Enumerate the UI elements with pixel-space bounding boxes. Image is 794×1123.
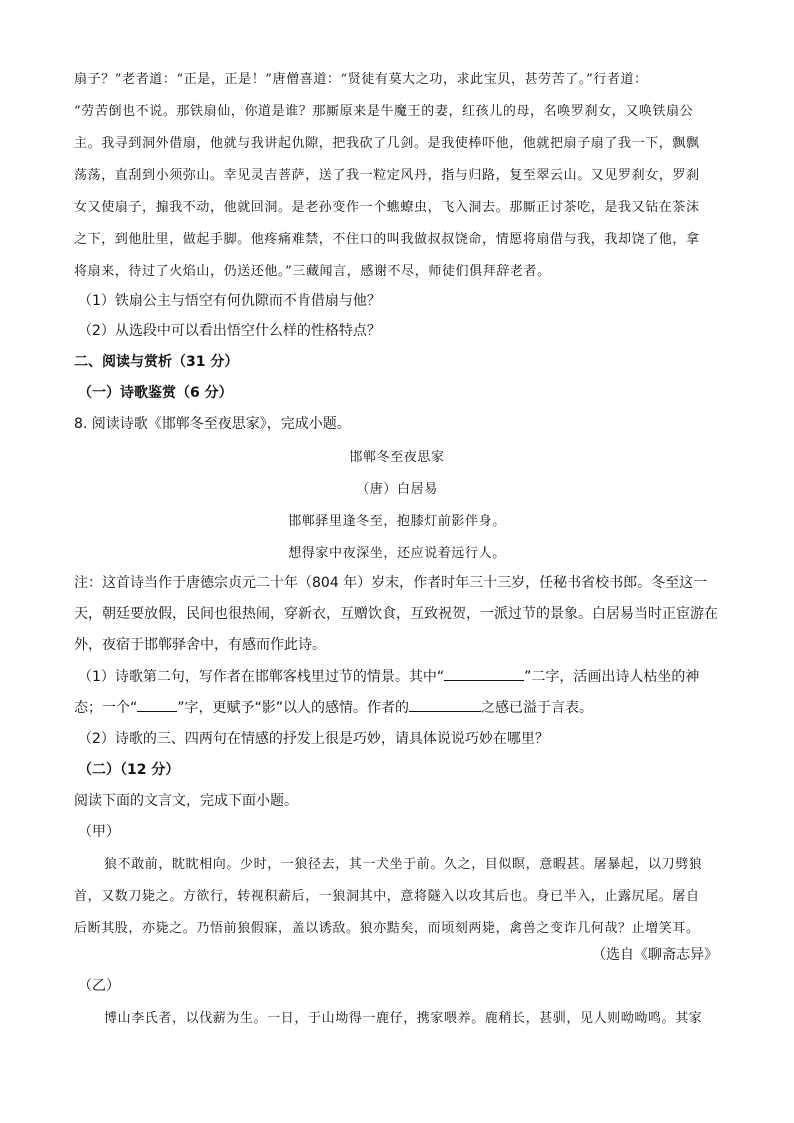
passage-line: 荡荡，直刮到小须弥山。幸见灵吉菩萨，送了我一粒定风丹，指与归路，复至翠云山。又见罗刹女，罗刹 xyxy=(74,168,700,183)
passage-line: 扇子？”老者道：“正是，正是！”唐僧喜道：“贤徒有莫大之功，求此宝贝，甚劳苦了。”行者道： xyxy=(74,72,648,87)
part2-intro: 阅读下面的文言文，完成下面小题。 xyxy=(74,793,298,809)
question-text: （1）诗歌第二句，写作者在邯郸客栈里过节的情景。其中“ xyxy=(78,669,445,685)
question-text: 之感已溢于言表。 xyxy=(481,700,594,716)
passage-line: 将扇来，待过了火焰山，仍送还他。”三藏闻言，感谢不尽，师徒们俱拜辞老者。 xyxy=(74,264,551,279)
passage-label-jia: （甲） xyxy=(78,824,120,840)
question-7-2: （2）从选段中可以看出悟空什么样的性格特点？ xyxy=(78,323,381,339)
note-line: 天，朝廷要放假，民间也很热闹，穿新衣，互赠饮食，互致祝贺，一派过节的景象。白居易当时正宦游在 xyxy=(74,606,718,622)
passage-line: “劳苦倒也不说。那铁扇仙，你道是谁？那厮原来是牛魔王的妻，红孩儿的母，名唤罗刹女，又唤铁扇公 xyxy=(74,104,694,119)
classical-line: 后断其股，亦毙之。乃悟前狼假寐，盖以诱敌。狼亦黠矣，而顷刻两毙，禽兽之变诈几何哉？止增笑耳。 xyxy=(74,921,700,936)
classical-line: 首，又数刀毙之。方欲行，转视积薪后，一狼洞其中，意将隧入以攻其后也。身已半入，止露尻尾。屠自 xyxy=(74,889,700,904)
question-8-1 xyxy=(78,666,699,686)
question-8-2: （2）诗歌的三、四两句在情感的抒发上很是巧妙，请具体说说巧妙在哪里？ xyxy=(78,731,549,747)
answer-blank[interactable] xyxy=(409,698,481,712)
poem-author: （唐）白居易 xyxy=(356,482,438,497)
answer-blank[interactable] xyxy=(137,698,177,712)
passage-label-yi: （乙） xyxy=(78,978,120,994)
question-7-1: （1）铁扇公主与悟空有何仇隙而不肯借扇与他？ xyxy=(78,293,381,309)
question-8-intro: 8. 阅读诗歌《邯郸冬至夜思家》，完成小题。 xyxy=(74,416,351,432)
question-text: ”字，更赋予“影”以人的感情。作者的 xyxy=(177,700,410,716)
passage-line: 主。我寻到洞外借扇，他就与我讲起仇隙，把我砍了几剑。是我使棒吓他，他就把扇子扇了我一下，飘飘 xyxy=(74,136,700,151)
poem-line: 邯郸驿里逢冬至，抱膝灯前影伴身。 xyxy=(288,514,506,529)
note-line: 外，夜宿于邯郸驿舍中，有感而作此诗。 xyxy=(74,637,326,653)
subsection-heading: （一）诗歌鉴赏（6 分） xyxy=(78,385,233,401)
question-text: 态；一个“ xyxy=(74,700,138,716)
poem-line: 想得家中夜深坐，还应说着远行人。 xyxy=(288,546,506,561)
passage-line: 女又使扇子，搧我不动，他就回洞。是老孙变作一个蟭蟟虫，飞入洞去。那厮正讨茶吃，是我又钻在茶沫 xyxy=(74,200,700,215)
section-heading: 二、阅读与赏析（31 分） xyxy=(74,354,239,370)
question-8-1-cont xyxy=(74,697,593,717)
poem-title: 邯郸冬至夜思家 xyxy=(349,450,445,465)
note-line: 注：这首诗当作于唐德宗贞元二十年（804 年）岁末，作者时年三十三岁，任秘书省校书郎。冬至这一 xyxy=(74,575,708,591)
passage-line: 之下，到他肚里，做起手脚。他疼痛难禁，不住口的叫我做叔叔饶命，情愿将扇借与我，我却饶了他，拿 xyxy=(74,232,700,247)
source-citation: （选自《聊斋志异》 xyxy=(592,947,718,963)
subsection-heading: （二）（12 分） xyxy=(78,762,180,778)
question-text: ”二字，活画出诗人枯坐的神 xyxy=(524,669,700,685)
classical-line: 狼不敢前，眈眈相向。少时，一狼径去，其一犬坐于前。久之，目似瞑，意暇甚。屠暴起，以刀劈狼 xyxy=(104,857,703,872)
classical-line: 博山李氏者，以伐薪为生。一日，于山坳得一鹿仔，携家喂养。鹿稍长，甚驯，见人则呦呦鸣。其家 xyxy=(104,1011,703,1026)
answer-blank[interactable] xyxy=(444,667,524,681)
